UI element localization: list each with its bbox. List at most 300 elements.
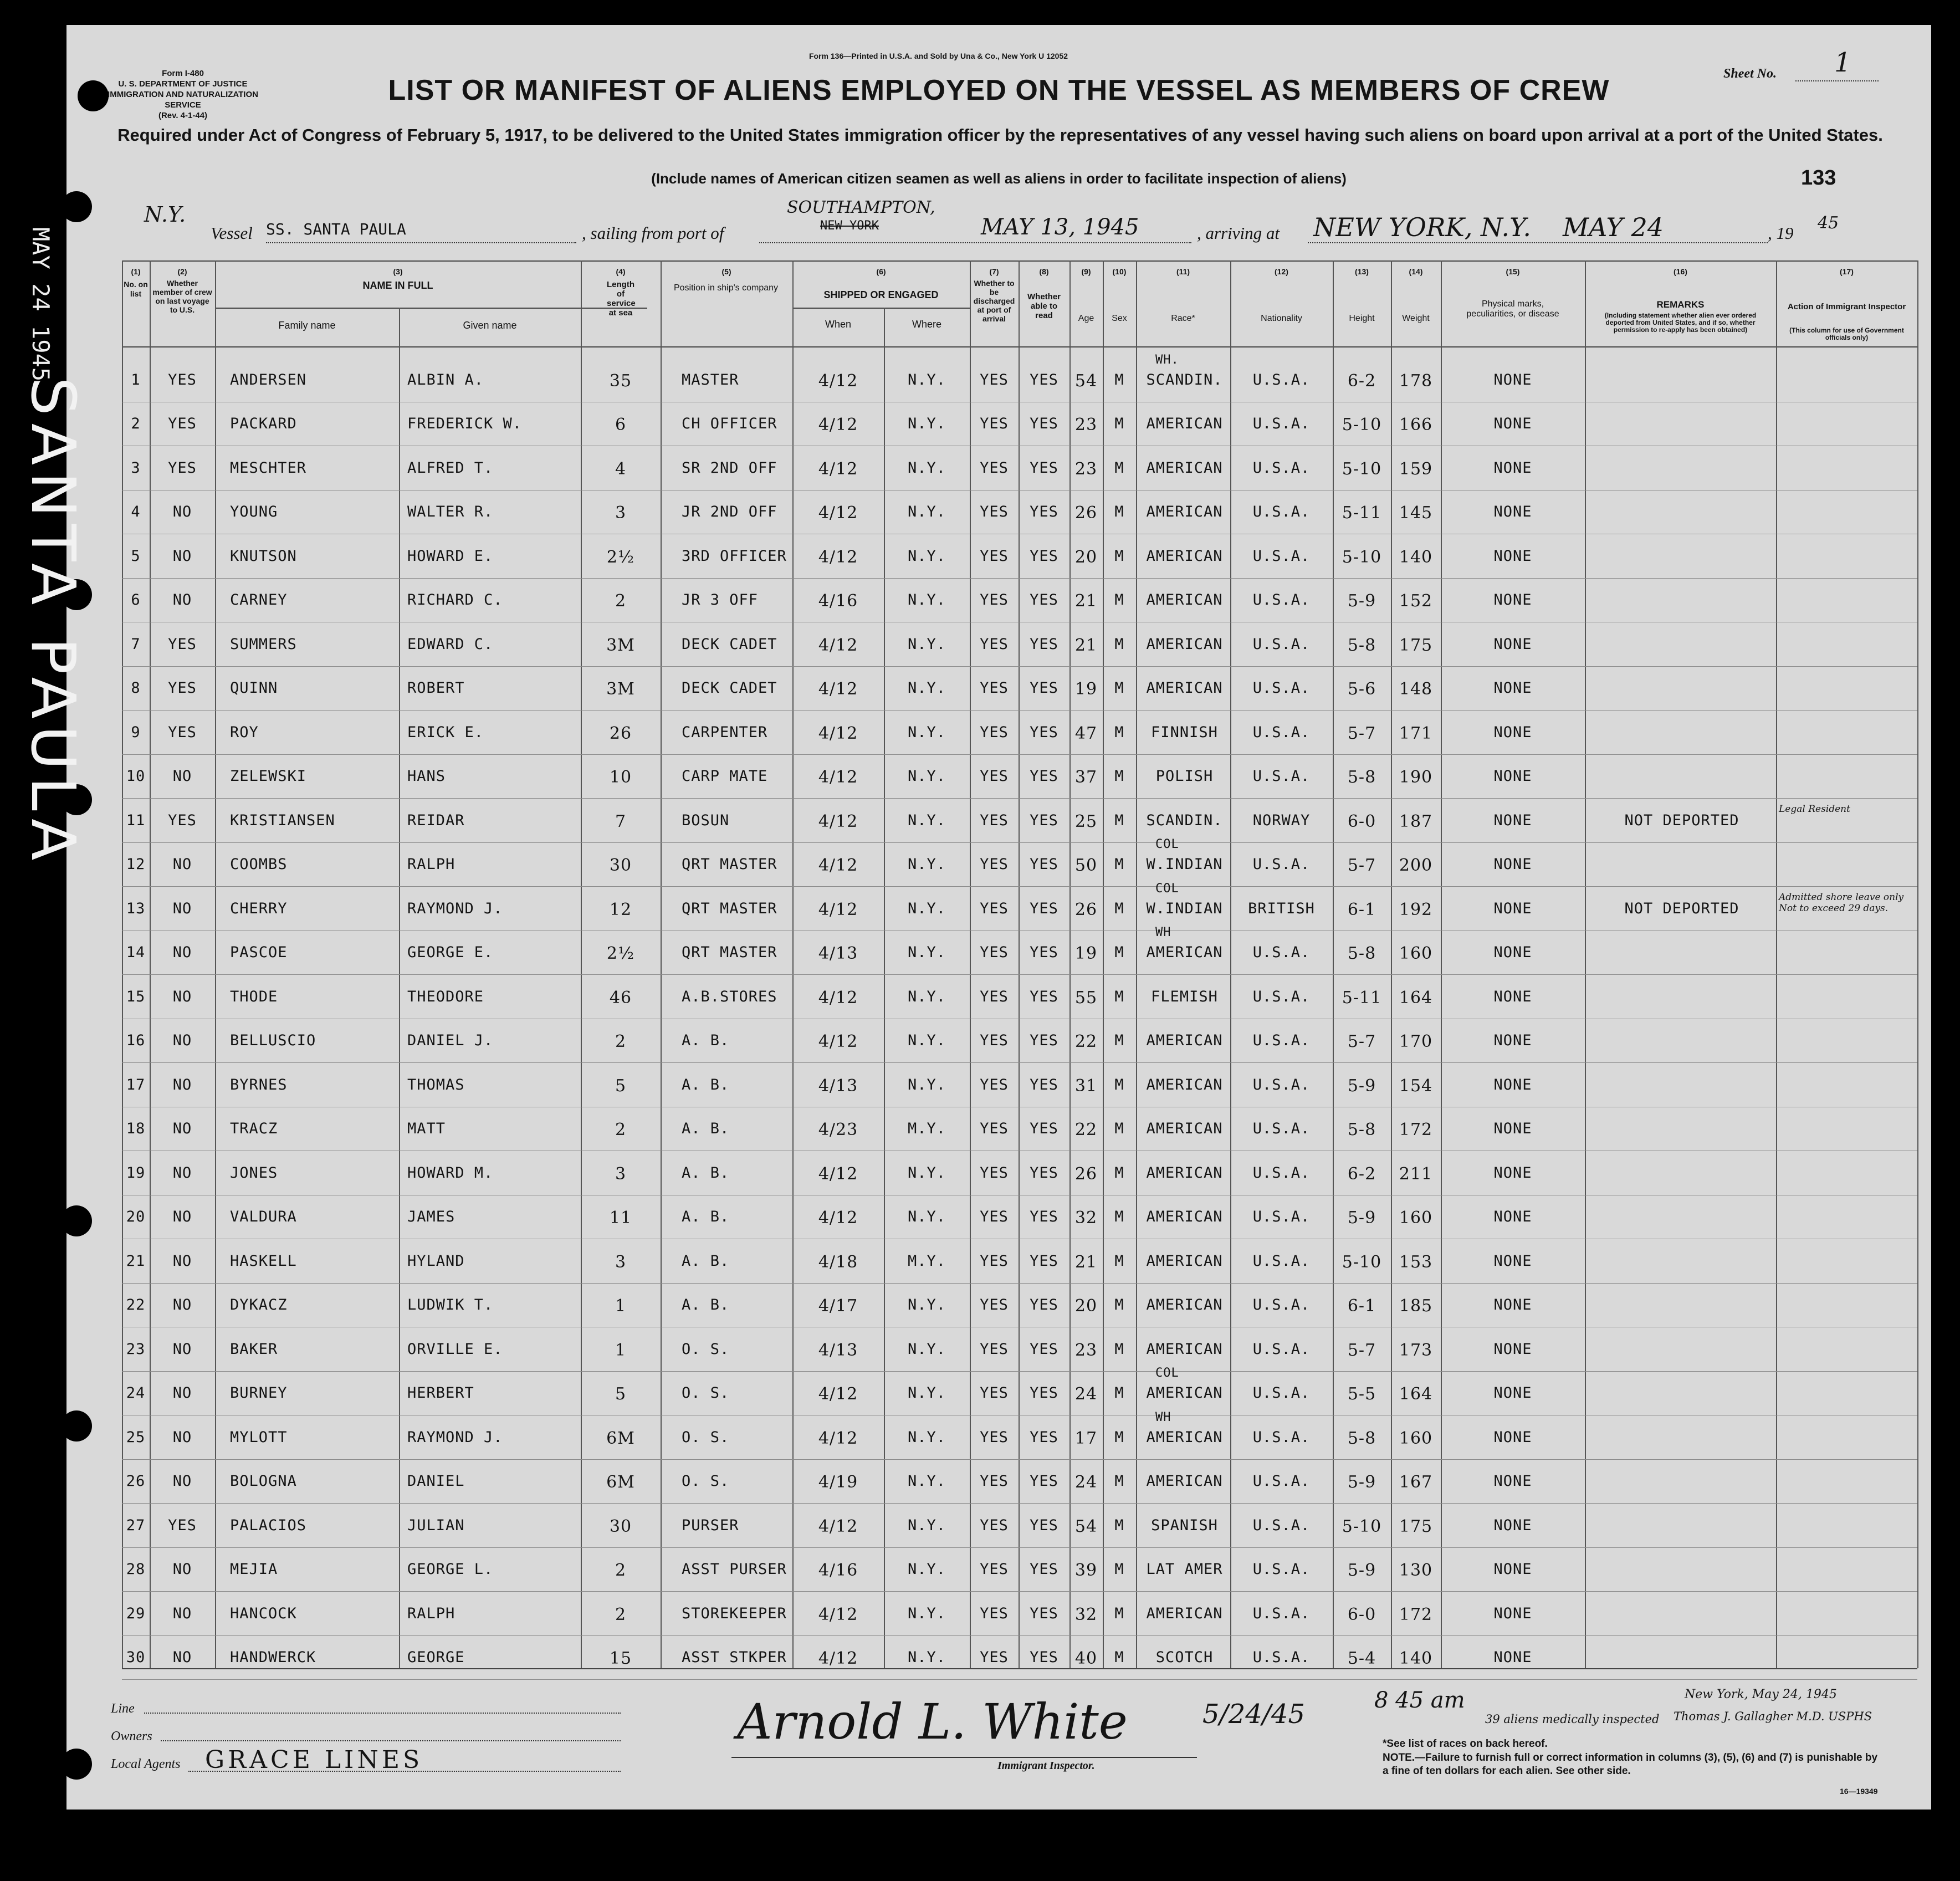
cell-race: SCANDIN.	[1146, 812, 1223, 829]
cell-read: YES	[1030, 1164, 1058, 1182]
cell-height: 6-2	[1347, 1164, 1376, 1184]
cell-when: 4/18	[818, 1253, 858, 1272]
cell-disch: YES	[980, 1076, 1009, 1093]
cell-family: HASKELL	[230, 1253, 297, 1270]
cell-family: BELLUSCIO	[230, 1032, 316, 1049]
cell-nat: U.S.A.	[1252, 415, 1311, 432]
cell-race: AMERICAN	[1146, 944, 1223, 961]
cell-when: 4/12	[818, 1429, 858, 1448]
cell-height: 5-8	[1347, 1120, 1376, 1139]
col-1-header: No. on list	[124, 280, 148, 298]
page-title: LIST OR MANIFEST OF ALIENS EMPLOYED ON THE VESSEL AS MEMBERS OF CREW	[388, 74, 1610, 106]
cell-last: NO	[172, 1076, 192, 1093]
cell-weight: 164	[1399, 988, 1433, 1008]
cell-last: NO	[172, 1032, 192, 1049]
cell-race: POLISH	[1155, 768, 1214, 785]
cell-where: N.Y.	[907, 415, 946, 432]
cell-height: 5-9	[1347, 591, 1376, 611]
cell-disch: YES	[980, 724, 1009, 741]
cell-when: 4/17	[818, 1296, 858, 1316]
cell-given: EDWARD C.	[407, 636, 494, 653]
cell-no: 9	[131, 724, 141, 741]
cell-service: 30	[609, 856, 632, 875]
cell-family: MEJIA	[230, 1561, 278, 1578]
cell-when: 4/12	[818, 900, 858, 919]
cell-height: 6-1	[1347, 900, 1376, 919]
cell-age: 23	[1074, 1341, 1098, 1360]
cell-given: ERICK E.	[407, 724, 484, 741]
cell-age: 47	[1074, 724, 1098, 743]
cell-race: AMERICAN	[1146, 591, 1223, 609]
cell-sex: M	[1114, 900, 1124, 917]
cell-family: SUMMERS	[230, 636, 297, 653]
race-note: COL	[1155, 1366, 1179, 1380]
cell-position: PURSER	[682, 1517, 739, 1534]
cell-marks: NONE	[1493, 548, 1532, 565]
cell-service: 46	[609, 988, 632, 1008]
cell-weight: 140	[1399, 548, 1433, 567]
cell-marks: NONE	[1493, 1605, 1532, 1622]
cell-marks: NONE	[1493, 944, 1532, 961]
cell-disch: YES	[980, 503, 1009, 520]
cell-where: M.Y.	[907, 1253, 946, 1270]
cell-marks: NONE	[1493, 1384, 1532, 1402]
row-divider	[122, 1062, 1917, 1063]
cell-no: 1	[131, 371, 141, 389]
inspection-time: 8 45 am	[1374, 1688, 1465, 1713]
cell-where: N.Y.	[907, 591, 946, 609]
cell-position: DECK CADET	[682, 636, 777, 653]
cell-read: YES	[1030, 900, 1058, 917]
cell-sex: M	[1114, 415, 1124, 432]
race-note: COL	[1155, 882, 1179, 896]
row-divider	[122, 1635, 1917, 1636]
cell-when: 4/12	[818, 415, 858, 435]
cell-last: YES	[168, 371, 197, 389]
col-15-num: (15)	[1506, 267, 1520, 276]
cell-nat: U.S.A.	[1252, 1384, 1311, 1402]
cell-where: N.Y.	[907, 812, 946, 829]
cell-disch: YES	[980, 1429, 1009, 1446]
col-15-header: Physical marks, peculiarities, or disease	[1466, 299, 1559, 319]
row-divider	[122, 666, 1917, 667]
cell-last: NO	[172, 1384, 192, 1402]
cell-height: 5-9	[1347, 1473, 1376, 1492]
cell-sex: M	[1114, 988, 1124, 1005]
cell-position: JR 2ND OFF	[682, 503, 777, 520]
cell-service: 6M	[606, 1429, 635, 1448]
col-10-header: Sex	[1112, 314, 1127, 323]
cell-when: 4/23	[818, 1120, 858, 1139]
arrival-port: NEW YORK, N.Y.	[1313, 212, 1532, 242]
cell-race: AMERICAN	[1146, 459, 1223, 477]
cell-given: RICHARD C.	[407, 591, 503, 609]
col-16-header: REMARKS	[1656, 299, 1705, 310]
cell-weight: 170	[1399, 1032, 1433, 1051]
cell-when: 4/16	[818, 1561, 858, 1580]
cell-no: 14	[126, 944, 146, 961]
cell-service: 2	[615, 1561, 627, 1580]
cell-race: SCOTCH	[1155, 1649, 1214, 1666]
cell-position: MASTER	[682, 371, 739, 389]
cell-sex: M	[1114, 1120, 1124, 1137]
cell-marks: NONE	[1493, 1208, 1532, 1225]
medical-place: New York, May 24, 1945	[1685, 1688, 1837, 1701]
cell-race: AMERICAN	[1146, 1429, 1223, 1446]
punch-hole	[61, 1410, 92, 1442]
cell-age: 32	[1074, 1208, 1098, 1228]
cell-read: YES	[1030, 812, 1058, 829]
cell-race: AMERICAN	[1146, 1164, 1223, 1182]
cell-family: TRACZ	[230, 1120, 278, 1137]
cell-weight: 172	[1399, 1120, 1433, 1139]
cell-marks: NONE	[1493, 1429, 1532, 1446]
cell-disch: YES	[980, 1253, 1009, 1270]
cell-given: ORVILLE E.	[407, 1341, 503, 1358]
cell-no: 10	[126, 768, 146, 785]
cell-given: JULIAN	[407, 1517, 465, 1534]
cell-race: AMERICAN	[1146, 1120, 1223, 1137]
cell-service: 11	[609, 1208, 632, 1228]
cell-position: STOREKEEPER	[682, 1605, 787, 1622]
cell-marks: NONE	[1493, 1120, 1532, 1137]
cell-where: N.Y.	[907, 1296, 946, 1313]
cell-given: RAYMOND J.	[407, 900, 503, 917]
cell-position: 3RD OFFICER	[682, 548, 787, 565]
printer-line: Form 136—Printed in U.S.A. and Sold by Una & Co., New York U 12052	[809, 52, 1068, 60]
cell-age: 32	[1074, 1605, 1098, 1624]
cell-height: 5-10	[1342, 459, 1382, 479]
cell-position: SR 2ND OFF	[682, 459, 777, 477]
cell-race: AMERICAN	[1146, 636, 1223, 653]
cell-where: N.Y.	[907, 503, 946, 520]
cell-nat: U.S.A.	[1252, 1517, 1311, 1534]
cell-weight: 173	[1399, 1341, 1433, 1360]
cell-service: 10	[609, 768, 632, 787]
cell-last: NO	[172, 1208, 192, 1225]
cell-age: 24	[1074, 1473, 1098, 1492]
cell-sex: M	[1114, 1517, 1124, 1534]
cell-marks: NONE	[1493, 812, 1532, 829]
cell-family: KNUTSON	[230, 548, 297, 565]
cell-where: N.Y.	[907, 1208, 946, 1225]
cell-service: 2	[615, 1120, 627, 1139]
cell-nat: U.S.A.	[1252, 1120, 1311, 1137]
cell-marks: NONE	[1493, 988, 1532, 1005]
cell-read: YES	[1030, 1120, 1058, 1137]
cell-disch: YES	[980, 1164, 1009, 1182]
cell-age: 50	[1074, 856, 1098, 875]
cell-weight: 172	[1399, 1605, 1433, 1624]
cell-when: 4/12	[818, 1517, 858, 1536]
cell-marks: NONE	[1493, 459, 1532, 477]
cell-where: N.Y.	[907, 1517, 946, 1534]
cell-family: BURNEY	[230, 1384, 288, 1402]
cell-last: NO	[172, 768, 192, 785]
cell-when: 4/12	[818, 371, 858, 391]
cell-disch: YES	[980, 988, 1009, 1005]
cell-sex: M	[1114, 459, 1124, 477]
vessel-label: Vessel	[211, 223, 253, 243]
cell-last: YES	[168, 724, 197, 741]
cell-no: 16	[126, 1032, 146, 1049]
cell-where: N.Y.	[907, 724, 946, 741]
cell-where: N.Y.	[907, 856, 946, 873]
cell-sex: M	[1114, 1605, 1124, 1622]
cell-nat: U.S.A.	[1252, 503, 1311, 520]
cell-given: HANS	[407, 768, 446, 785]
inspection-date: 5/24/45	[1202, 1699, 1306, 1730]
cell-disch: YES	[980, 1384, 1009, 1402]
cell-read: YES	[1030, 371, 1058, 389]
cell-last: NO	[172, 944, 192, 961]
cell-no: 21	[126, 1253, 146, 1270]
cell-when: 4/12	[818, 636, 858, 655]
cell-action: Admitted shore leave only Not to exceed 29 days.	[1779, 892, 1904, 914]
race-note: *See list of races on back hereof.	[1383, 1738, 1548, 1750]
cell-where: N.Y.	[907, 459, 946, 477]
cell-when: 4/12	[818, 1032, 858, 1051]
cell-family: QUINN	[230, 679, 278, 697]
cell-weight: 148	[1399, 679, 1433, 699]
cell-given: HOWARD M.	[407, 1164, 494, 1182]
cell-read: YES	[1030, 856, 1058, 873]
cell-race: AMERICAN	[1146, 1473, 1223, 1490]
cell-where: N.Y.	[907, 1164, 946, 1182]
cell-nat: U.S.A.	[1252, 679, 1311, 697]
cell-position: CARPENTER	[682, 724, 768, 741]
cell-last: YES	[168, 636, 197, 653]
cell-family: CARNEY	[230, 591, 288, 609]
race-note: WH	[1155, 926, 1171, 939]
row-divider	[122, 578, 1917, 579]
cell-last: YES	[168, 415, 197, 432]
cell-race: AMERICAN	[1146, 679, 1223, 697]
form-code: 16—19349	[1840, 1787, 1878, 1796]
cell-where: N.Y.	[907, 548, 946, 565]
cell-read: YES	[1030, 1649, 1058, 1666]
cell-read: YES	[1030, 591, 1058, 609]
vessel-name: SS. SANTA PAULA	[266, 220, 406, 238]
cell-race: AMERICAN	[1146, 415, 1223, 432]
cell-marks: NONE	[1493, 1341, 1532, 1358]
cell-height: 5-8	[1347, 1429, 1376, 1448]
cell-family: PALACIOS	[230, 1517, 307, 1534]
col-7-header: Whether to be discharged at port of arrival	[973, 279, 1015, 323]
cell-no: 3	[131, 459, 141, 477]
received-date-stamp: MAY 24 1945	[27, 227, 54, 382]
cell-given: ALBIN A.	[407, 371, 484, 389]
cell-where: N.Y.	[907, 1032, 946, 1049]
revision: (Rev. 4-1-44)	[158, 111, 208, 120]
col-8-header: Whether able to read	[1027, 292, 1061, 320]
cell-read: YES	[1030, 1517, 1058, 1534]
cell-no: 18	[126, 1120, 146, 1137]
col-16-subheader: (Including statement whether alien ever ordered deported from United States, and if so, whether permission to re-apply has been obtained)	[1604, 311, 1757, 334]
cell-last: NO	[172, 1561, 192, 1578]
row-divider	[122, 842, 1917, 843]
year-prefix: , 19	[1768, 223, 1794, 243]
col-17-subheader: (This column for use of Government officials only)	[1789, 326, 1904, 341]
cell-race: AMERICAN	[1146, 1253, 1223, 1270]
cell-nat: U.S.A.	[1252, 1253, 1311, 1270]
cell-where: N.Y.	[907, 1076, 946, 1093]
cell-family: VALDURA	[230, 1208, 297, 1225]
cell-race: W.INDIAN	[1146, 856, 1223, 873]
cell-height: 5-8	[1347, 636, 1376, 655]
cell-marks: NONE	[1493, 856, 1532, 873]
cell-where: N.Y.	[907, 1649, 946, 1666]
col-12-num: (12)	[1275, 267, 1288, 276]
subtitle: Required under Act of Congress of February 5, 1917, to be delivered to the United States immigration officer by the representatives of any vessel having such aliens on board upon arrival at a port of the United States.	[117, 125, 1883, 145]
col-17-header: Action of Immigrant Inspector	[1787, 302, 1906, 311]
cell-height: 6-0	[1347, 1605, 1376, 1624]
cell-read: YES	[1030, 1208, 1058, 1225]
cell-marks: NONE	[1493, 768, 1532, 785]
cell-nat: U.S.A.	[1252, 1076, 1311, 1093]
cell-last: NO	[172, 548, 192, 565]
cell-position: A. B.	[682, 1253, 730, 1270]
sheet-label: Sheet No.	[1723, 67, 1777, 81]
cell-where: N.Y.	[907, 768, 946, 785]
cell-last: YES	[168, 459, 197, 477]
inspector-label: Immigrant Inspector.	[997, 1760, 1095, 1772]
cell-disch: YES	[980, 768, 1009, 785]
cell-disch: YES	[980, 371, 1009, 389]
cell-position: O. S.	[682, 1384, 730, 1402]
cell-service: 6	[615, 415, 627, 435]
cell-given: ALFRED T.	[407, 459, 494, 477]
cell-when: 4/12	[818, 856, 858, 875]
cell-disch: YES	[980, 415, 1009, 432]
cell-when: 4/12	[818, 548, 858, 567]
cell-race: AMERICAN	[1146, 1296, 1223, 1313]
cell-height: 5-9	[1347, 1208, 1376, 1228]
cell-service: 5	[615, 1076, 627, 1096]
cell-marks: NONE	[1493, 1032, 1532, 1049]
medical-officer: Thomas J. Gallagher M.D. USPHS	[1674, 1710, 1872, 1723]
cell-where: N.Y.	[907, 988, 946, 1005]
cell-when: 4/13	[818, 1076, 858, 1096]
cell-marks: NONE	[1493, 415, 1532, 432]
cell-nat: U.S.A.	[1252, 1296, 1311, 1313]
cell-position: DECK CADET	[682, 679, 777, 697]
cell-disch: YES	[980, 944, 1009, 961]
cell-marks: NONE	[1493, 1164, 1532, 1182]
cell-weight: 160	[1399, 1429, 1433, 1448]
cell-read: YES	[1030, 768, 1058, 785]
cell-nat: U.S.A.	[1252, 1605, 1311, 1622]
cell-marks: NONE	[1493, 1253, 1532, 1270]
col-1-num: (1)	[131, 267, 141, 276]
cell-position: JR 3 OFF	[682, 591, 759, 609]
col-14-num: (14)	[1409, 267, 1423, 276]
cell-family: HANDWERCK	[230, 1649, 316, 1666]
cell-service: 1	[615, 1341, 627, 1360]
cell-nat: U.S.A.	[1252, 1649, 1311, 1666]
cell-marks: NONE	[1493, 1296, 1532, 1313]
cell-family: ROY	[230, 724, 259, 741]
cell-given: MATT	[407, 1120, 446, 1137]
cell-when: 4/12	[818, 459, 858, 479]
cell-last: NO	[172, 591, 192, 609]
col-16-num: (16)	[1674, 267, 1687, 276]
cell-given: JAMES	[407, 1208, 456, 1225]
cell-where: N.Y.	[907, 1473, 946, 1490]
cell-sex: M	[1114, 1473, 1124, 1490]
cell-when: 4/13	[818, 1341, 858, 1360]
form-number: Form I-480	[162, 69, 204, 78]
cell-sex: M	[1114, 812, 1124, 829]
cell-nat: U.S.A.	[1252, 1164, 1311, 1182]
cell-service: 2	[615, 1605, 627, 1624]
cell-read: YES	[1030, 1429, 1058, 1446]
cell-position: O. S.	[682, 1473, 730, 1490]
cell-where: N.Y.	[907, 371, 946, 389]
cell-family: THODE	[230, 988, 278, 1005]
cell-position: A. B.	[682, 1296, 730, 1313]
cell-given: GEORGE L.	[407, 1561, 494, 1578]
voyage-row	[66, 198, 1931, 247]
cell-weight: 211	[1399, 1164, 1433, 1184]
cell-no: 23	[126, 1341, 146, 1358]
cell-no: 17	[126, 1076, 146, 1093]
cell-nat: NORWAY	[1252, 812, 1311, 829]
cell-race: LAT AMER	[1146, 1561, 1223, 1578]
col-2-header: Whether member of crew on last voyage to U.S.	[152, 279, 212, 314]
cell-age: 24	[1074, 1384, 1098, 1404]
cell-weight: 160	[1399, 1208, 1433, 1228]
row-divider	[122, 1503, 1917, 1504]
col-4-num: (4)	[616, 267, 626, 276]
cell-given: THOMAS	[407, 1076, 465, 1093]
cell-when: 4/12	[818, 1605, 858, 1624]
page-number: 133	[1801, 166, 1836, 190]
cell-no: 30	[126, 1649, 146, 1666]
cell-last: NO	[172, 1473, 192, 1490]
cell-no: 29	[126, 1605, 146, 1622]
cell-last: NO	[172, 1164, 192, 1182]
cell-family: MESCHTER	[230, 459, 307, 477]
cell-read: YES	[1030, 636, 1058, 653]
cell-marks: NONE	[1493, 1517, 1532, 1534]
cell-marks: NONE	[1493, 1473, 1532, 1490]
cell-read: YES	[1030, 548, 1058, 565]
cell-age: 54	[1074, 371, 1098, 391]
punch-hole	[61, 1749, 92, 1780]
cell-given: HOWARD E.	[407, 548, 494, 565]
col-3-family-header: Family name	[278, 320, 336, 331]
cell-when: 4/12	[818, 724, 858, 743]
cell-height: 6-1	[1347, 1296, 1376, 1316]
cell-when: 4/12	[818, 1649, 858, 1668]
cell-disch: YES	[980, 1296, 1009, 1313]
col-6-header: SHIPPED OR ENGAGED	[823, 289, 939, 300]
cell-position: A.B.STORES	[682, 988, 777, 1005]
cell-age: 19	[1074, 944, 1098, 963]
cell-marks: NONE	[1493, 591, 1532, 609]
cell-when: 4/19	[818, 1473, 858, 1492]
cell-disch: YES	[980, 1341, 1009, 1358]
cell-height: 5-9	[1347, 1561, 1376, 1580]
cell-nat: U.S.A.	[1252, 636, 1311, 653]
cell-given: GEORGE	[407, 1649, 465, 1666]
cell-nat: U.S.A.	[1252, 591, 1311, 609]
cell-position: ASST STKPER	[682, 1649, 787, 1666]
cell-weight: 154	[1399, 1076, 1433, 1096]
cell-weight: 166	[1399, 415, 1433, 435]
cell-where: N.Y.	[907, 1561, 946, 1578]
